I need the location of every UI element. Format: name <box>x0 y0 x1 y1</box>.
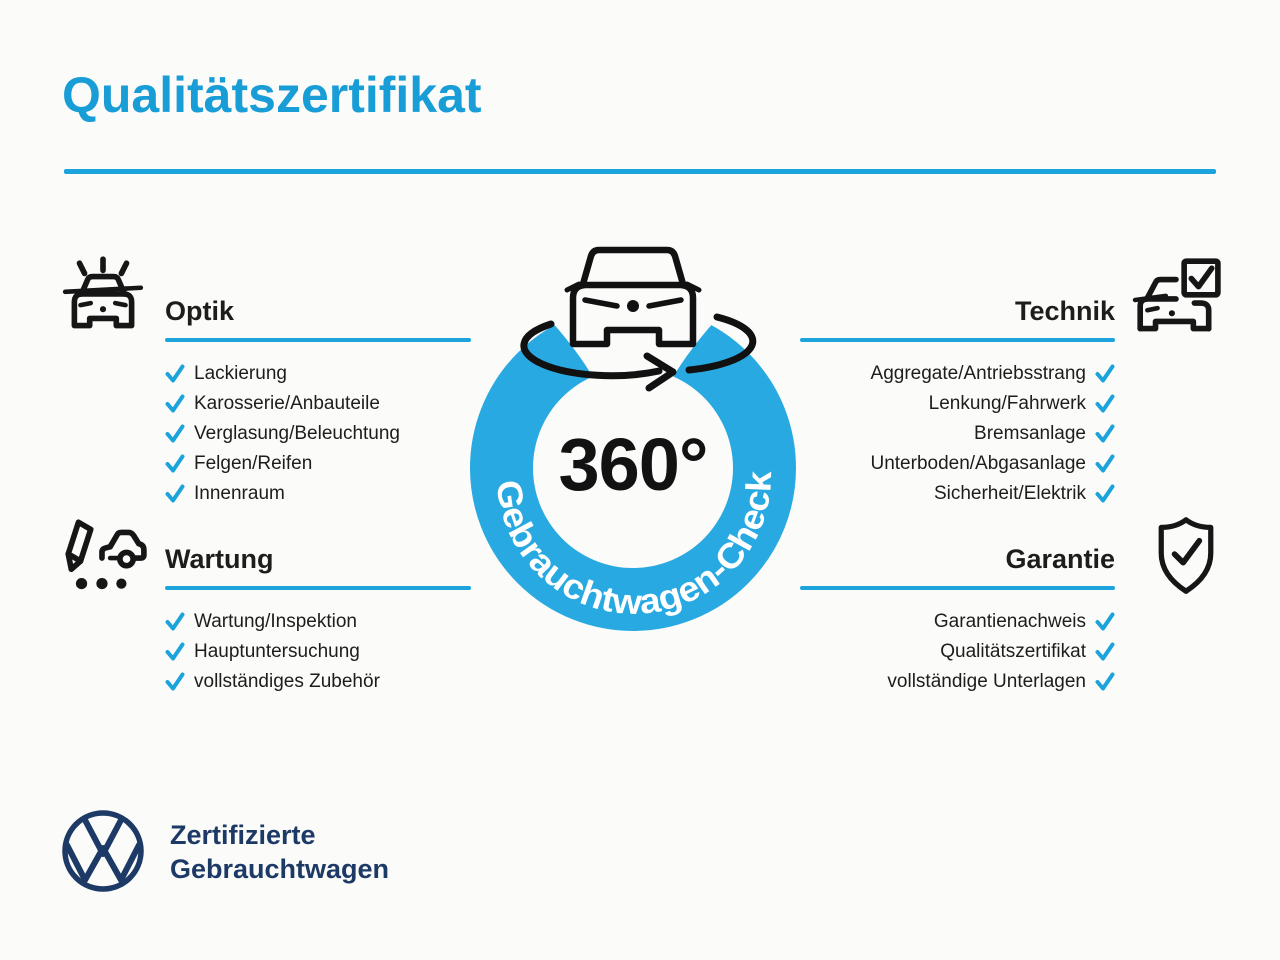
brand-text <box>170 818 389 886</box>
car-checkbox-icon-svg <box>1131 255 1223 347</box>
checklist-label: Qualitätszertifikat <box>940 641 1086 662</box>
title-divider <box>64 169 1216 174</box>
checklist-item <box>934 607 1115 637</box>
checklist-item <box>165 449 400 479</box>
checklist-item <box>165 637 380 667</box>
checklist-item <box>165 359 400 389</box>
section-title-garantie: Garantie <box>1005 544 1115 574</box>
section-title-technik: Technik <box>1014 296 1115 326</box>
check-icon <box>165 484 185 504</box>
checklist-item <box>871 359 1115 389</box>
check-icon <box>1095 454 1115 474</box>
check-icon <box>1095 484 1115 504</box>
checklist-label: Aggregate/Antriebsstrang <box>870 363 1086 384</box>
vw-logo <box>58 806 148 896</box>
service-note-icon-svg <box>57 511 149 603</box>
checklist-item <box>165 419 400 449</box>
check-icon <box>1095 364 1115 384</box>
checklist-item <box>887 667 1115 697</box>
car-shine-icon-svg <box>57 253 149 345</box>
checklist-label: Lackierung <box>194 363 287 384</box>
checklist-item <box>165 389 400 419</box>
checklist-item <box>165 479 400 509</box>
checklist-item <box>870 449 1115 479</box>
section-divider-optik <box>165 338 471 342</box>
checklist-label: vollständige Unterlagen <box>887 671 1086 692</box>
check-icon <box>165 642 185 662</box>
check-icon <box>165 612 185 632</box>
brand-line2: Gebrauchtwagen <box>170 854 390 884</box>
checklist-label: Lenkung/Fahrwerk <box>928 393 1086 414</box>
checklist-item <box>974 419 1115 449</box>
checklist-label: Unterboden/Abgasanlage <box>870 453 1086 474</box>
checklist-label: Felgen/Reifen <box>194 453 313 474</box>
degree-label: 360° <box>558 423 708 506</box>
checklist-optik <box>165 359 400 509</box>
car-checkbox-icon <box>1131 255 1223 347</box>
shield-check-icon <box>1146 513 1226 599</box>
checklist-label: Hauptuntersuchung <box>194 641 360 662</box>
section-divider-garantie <box>800 586 1115 590</box>
360-check-medallion <box>433 240 833 654</box>
check-icon <box>165 424 185 444</box>
brand-line1: Zertifizierte <box>170 820 316 850</box>
check-icon <box>165 364 185 384</box>
section-divider-technik <box>800 338 1115 342</box>
checklist-label: Verglasung/Beleuchtung <box>194 423 400 444</box>
checklist-item <box>929 389 1115 419</box>
page-title: Qualitätszertifikat <box>62 67 482 123</box>
checklist-item <box>934 479 1115 509</box>
checklist-garantie <box>887 607 1115 697</box>
checklist-label: Sicherheit/Elektrik <box>933 483 1086 504</box>
checklist-item <box>940 637 1115 667</box>
checklist-label: Karosserie/Anbauteile <box>194 393 380 414</box>
check-icon <box>1095 394 1115 414</box>
section-title-optik: Optik <box>165 296 235 326</box>
checklist-label: Innenraum <box>194 483 285 504</box>
check-icon <box>1095 642 1115 662</box>
service-note-icon <box>57 511 149 603</box>
check-icon <box>1095 424 1115 444</box>
ring-label: Gebrauchtwagen-Check <box>488 471 780 623</box>
shield-check-icon-svg <box>1146 513 1226 599</box>
car-shine-icon <box>57 253 149 345</box>
check-icon <box>165 672 185 692</box>
checklist-label: Bremsanlage <box>974 423 1086 444</box>
checklist-technik <box>870 359 1115 509</box>
check-icon <box>165 394 185 414</box>
section-title-wartung: Wartung <box>165 544 274 574</box>
checklist-label: vollständiges Zubehör <box>194 671 380 692</box>
section-divider-wartung <box>165 586 471 590</box>
check-icon <box>1095 672 1115 692</box>
checklist-wartung <box>165 607 380 697</box>
checklist-item <box>165 667 380 697</box>
vw-logo-svg <box>58 806 148 896</box>
check-icon <box>1095 612 1115 632</box>
checklist-item <box>165 607 380 637</box>
checklist-label: Garantienachweis <box>933 611 1086 632</box>
checklist-label: Wartung/Inspektion <box>194 611 357 632</box>
check-icon <box>165 454 185 474</box>
